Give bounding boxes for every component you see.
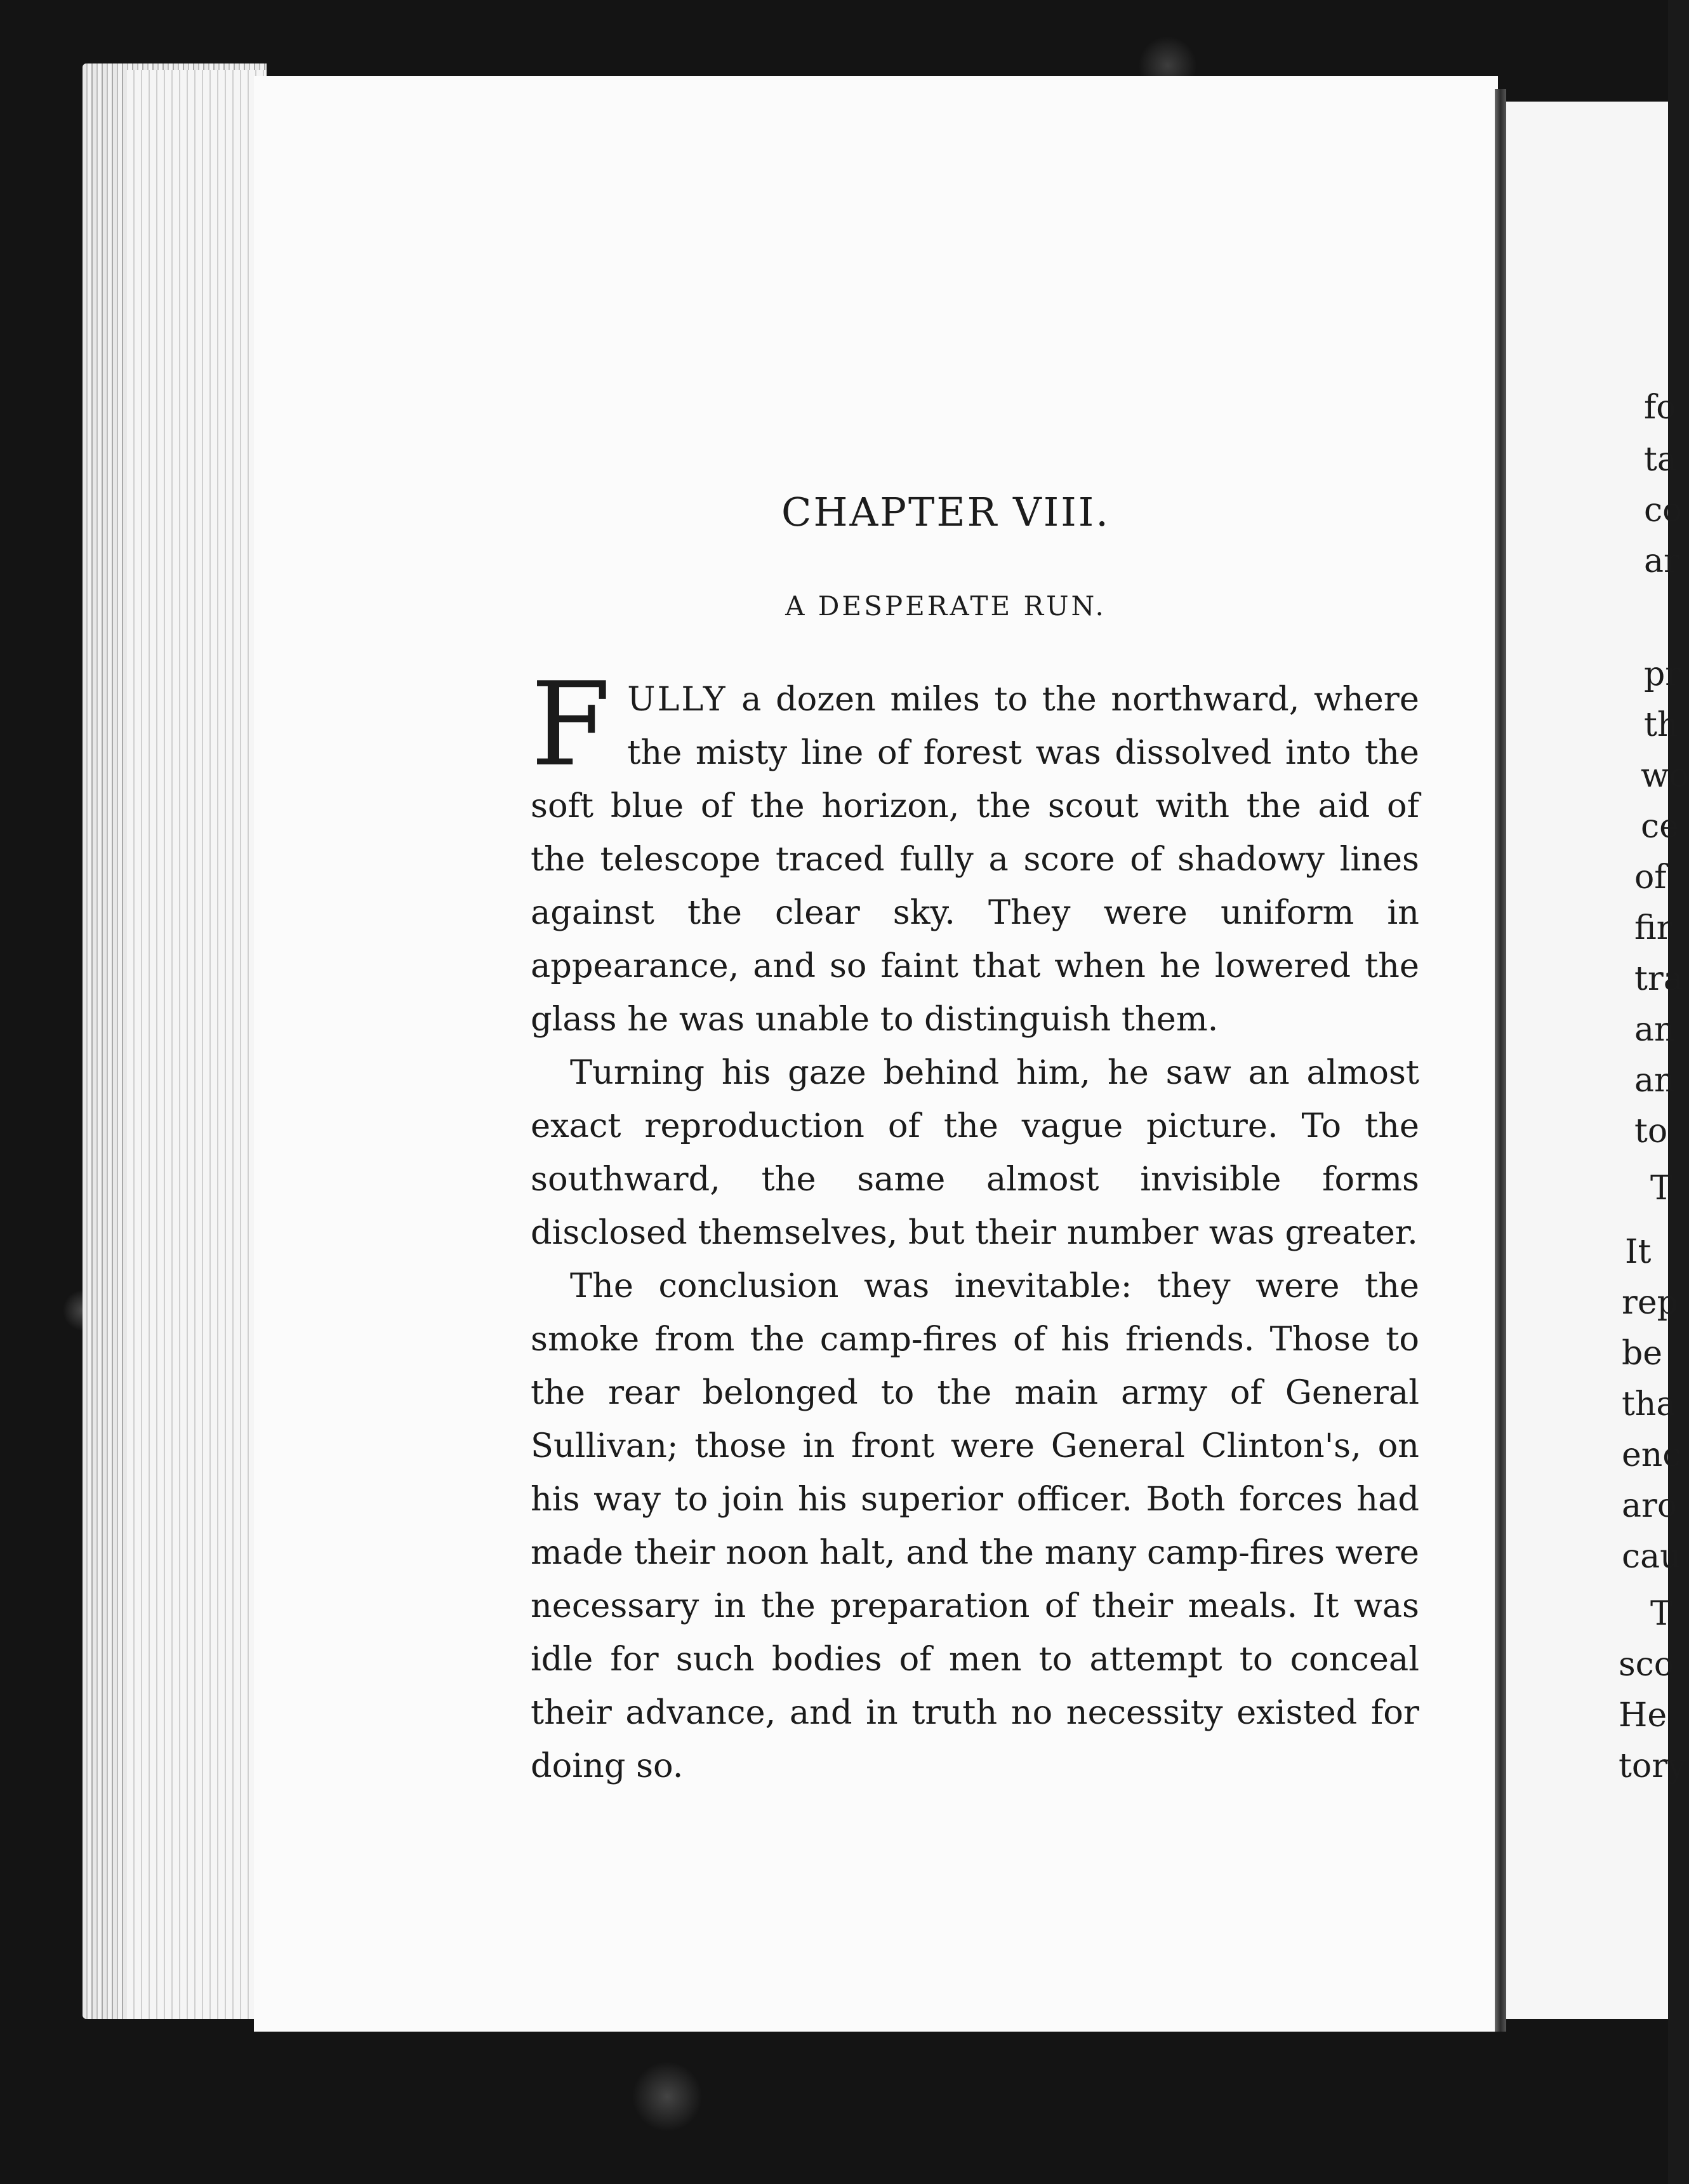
facing-page-fragment: fir [1634, 909, 1672, 947]
paragraph-2: Turning his gaze behind him, he saw an almost exact reproduction of the vague picture. To the southward, the same almost invisible forms disclosed themselves, but their number was greater. [531, 1053, 1419, 1252]
facing-page-fragment: rep [1622, 1284, 1678, 1322]
paragraph-1-text: a dozen miles to the northward, where the misty line of forest was dissolved into the soft blue of the horizon, the scout with the aid of the telescope traced fully a score of shadowy lines against the clear sky. They were uniform in appearance, and so faint that when he lowered the glass he was unable to distinguish them. [531, 680, 1419, 1039]
paragraph-3: The conclusion was inevitable: they were the smoke from the camp-fires of his friends. Those to the rear belonged to the main army of General Sullivan; those in front were General Clinton's, on his way to join his superior officer. Both forces had made their noon halt, and the many camp-fires were necessary in the preparation of their meals. It was idle for such bodies of men to attempt to conceal their advance, and in truth no necessity existed for doing so. [531, 1267, 1419, 1785]
facing-page-fragment: co [1644, 491, 1683, 529]
facing-page-fragment: an [1634, 1062, 1676, 1100]
facing-page-fragment: wo [1641, 757, 1689, 795]
facing-page-fragment: tha [1622, 1385, 1676, 1423]
facing-page-fragment: enc [1622, 1436, 1681, 1474]
facing-page-fragment: an [1634, 1011, 1676, 1049]
chapter-title: CHAPTER VIII. [781, 489, 1110, 535]
facing-page-fragment: It [1625, 1233, 1652, 1271]
facing-page-fragment: cau [1622, 1538, 1681, 1576]
facing-page-fragment: T [1650, 1595, 1672, 1633]
facing-page-fragment: to [1634, 1112, 1668, 1150]
facing-page-fragment: ta [1644, 441, 1677, 479]
facing-page-fragment: pr [1644, 655, 1681, 693]
drop-cap: F [531, 657, 611, 792]
facing-page-fragment: aro [1622, 1487, 1678, 1525]
facing-page-fragment: be [1622, 1335, 1663, 1373]
facing-page-fragment: ar [1644, 542, 1679, 580]
facing-page-fragment: He [1619, 1696, 1667, 1735]
facing-page-fragment: th [1644, 706, 1679, 744]
facing-page-fragment: tory [1619, 1747, 1686, 1785]
first-word-rest: ULLY [627, 680, 727, 719]
facing-page-fragment: tra [1634, 960, 1683, 998]
facing-page-fragment: sco [1619, 1646, 1674, 1684]
facing-page-fragment: of [1634, 858, 1667, 896]
facing-page-fragment: ce [1641, 808, 1679, 846]
facing-page-fragment: T [1650, 1169, 1672, 1208]
chapter-subtitle: A DESPERATE RUN. [785, 590, 1106, 622]
facing-page-fragment: fo [1644, 389, 1676, 427]
